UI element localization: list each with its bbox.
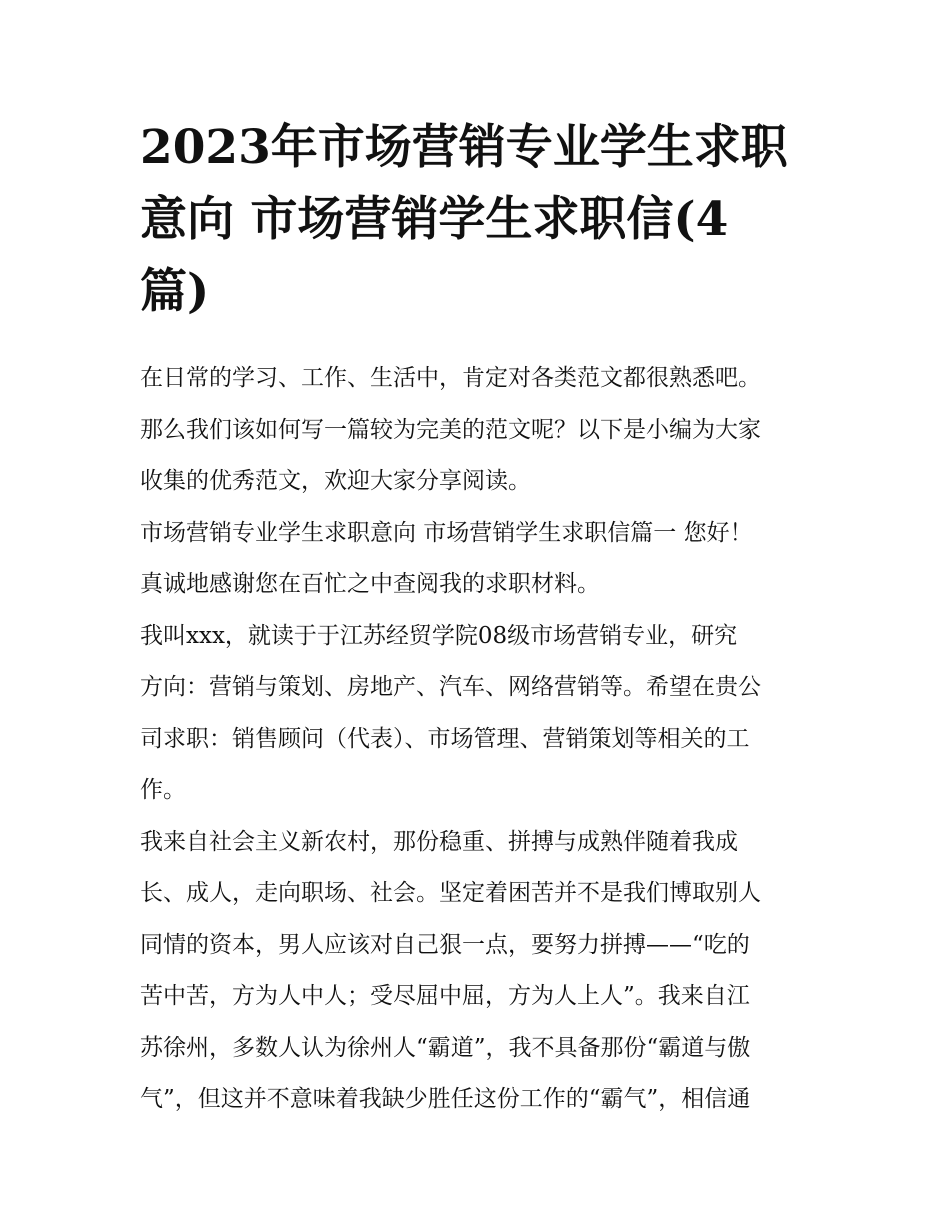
body-line: 作。 [140, 777, 186, 803]
title-line: 意向 市场营销学生求职信(4 [140, 192, 729, 247]
document-title [140, 112, 820, 328]
body-line: 我来自社会主义新农村，那份稳重、拼搏与成熟伴随着我成 [140, 828, 738, 855]
body-line: 市场营销专业学生求职意向 市场营销学生求职信篇一 您好！ [140, 519, 753, 546]
body-line: 气”，但这并不意味着我缺少胜任这份工作的“霸气”，相信通 [140, 1086, 751, 1112]
body-line: 收集的优秀范文，欢迎大家分享阅读。 [140, 468, 531, 494]
body-line: 方向：营销与策划、房地产、汽车、网络营销等。希望在贵公 [140, 674, 761, 700]
body-line: 苏徐州，多数人认为徐州人“霸道”，我不具备那份“霸道与傲 [140, 1034, 751, 1061]
body-line: 在日常的学习、工作、生活中，肯定对各类范文都很熟悉吧。 [140, 365, 761, 391]
body-line: 长、成人，走向职场、社会。坚定着困苦并不是我们博取别人 [140, 880, 761, 906]
body-line: 苦中苦，方为人中人；受尽屈中屈，方为人上人”。我来自江 [140, 983, 750, 1009]
body-line: 那么我们该如何写一篇较为完美的范文呢？以下是小编为大家 [140, 416, 761, 443]
body-line: 同情的资本，男人应该对自己狠一点，要努力拼搏——“吃的 [140, 931, 750, 958]
document-body [140, 353, 820, 1126]
title-line: 篇) [140, 264, 210, 319]
body-line: 我叫xxx，就读于于江苏经贸学院08级市场营销专业，研究 [140, 622, 738, 649]
title-line: 2023年市场营销专业学生求职 [140, 120, 788, 175]
body-line: 真诚地感谢您在百忙之中查阅我的求职材料。 [140, 571, 600, 597]
body-line: 司求职：销售顾问（代表）、市场管理、营销策划等相关的工 [140, 725, 750, 752]
